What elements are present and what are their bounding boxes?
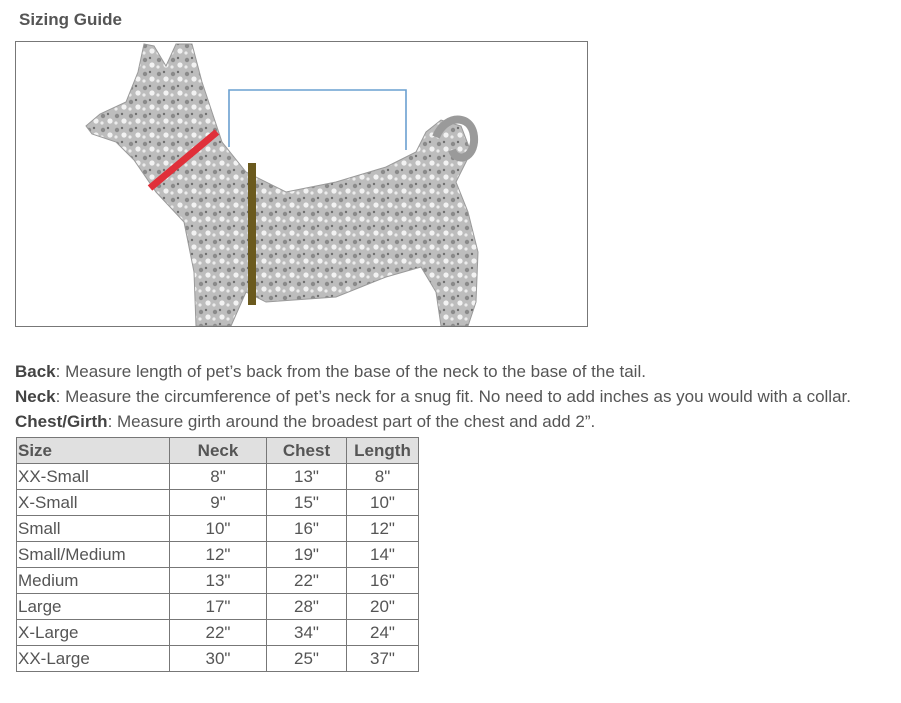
table-row [17,620,419,646]
size-cell: Small/Medium [17,542,170,568]
chest-cell: 16" [267,516,347,542]
size-chart-table [16,437,419,672]
instruction-term: Chest/Girth [15,412,108,431]
table-row [17,568,419,594]
table-row [17,646,419,672]
size-cell: Medium [17,568,170,594]
neck-cell: 8" [170,464,267,490]
neck-cell: 10" [170,516,267,542]
instruction-text: : Measure length of pet’s back from the base of the neck to the base of the tail. [55,362,646,381]
table-row [17,516,419,542]
size-cell: Large [17,594,170,620]
page-title: Sizing Guide [19,10,122,29]
instruction-back [15,359,851,384]
chest-cell: 28" [267,594,347,620]
header-size: Size [17,438,170,464]
header-neck: Neck [170,438,267,464]
neck-cell: 30" [170,646,267,672]
instruction-term: Back [15,362,56,381]
length-cell: 20" [347,594,419,620]
length-cell: 37" [347,646,419,672]
instruction-text: : Measure girth around the broadest part of the chest and add 2”. [107,412,596,431]
header-chest: Chest [267,438,347,464]
chest-cell: 34" [267,620,347,646]
table-header-row [17,438,419,464]
size-cell: X-Small [17,490,170,516]
neck-cell: 17" [170,594,267,620]
neck-cell: 22" [170,620,267,646]
measurement-instructions [15,359,851,434]
chest-cell: 13" [267,464,347,490]
neck-cell: 9" [170,490,267,516]
length-cell: 10" [347,490,419,516]
length-cell: 8" [347,464,419,490]
instruction-term: Neck [15,387,56,406]
chest-cell: 15" [267,490,347,516]
dog-body [86,44,478,326]
back-measure-line [229,90,406,150]
table-row [17,594,419,620]
neck-cell: 13" [170,568,267,594]
chest-cell: 19" [267,542,347,568]
neck-cell: 12" [170,542,267,568]
chest-cell: 25" [267,646,347,672]
size-cell: XX-Small [17,464,170,490]
length-cell: 24" [347,620,419,646]
dog-measurement-illustration [15,41,588,327]
table-row [17,464,419,490]
length-cell: 12" [347,516,419,542]
size-cell: Small [17,516,170,542]
length-cell: 14" [347,542,419,568]
header-length: Length [347,438,419,464]
instruction-neck [15,384,851,409]
length-cell: 16" [347,568,419,594]
dog-silhouette-image [16,42,587,326]
size-cell: XX-Large [17,646,170,672]
instruction-chest [15,409,851,434]
chest-cell: 22" [267,568,347,594]
table-row [17,542,419,568]
table-row [17,490,419,516]
instruction-text: : Measure the circumference of pet’s neck for a snug fit. No need to add inches as you would with a collar. [55,387,851,406]
size-cell: X-Large [17,620,170,646]
